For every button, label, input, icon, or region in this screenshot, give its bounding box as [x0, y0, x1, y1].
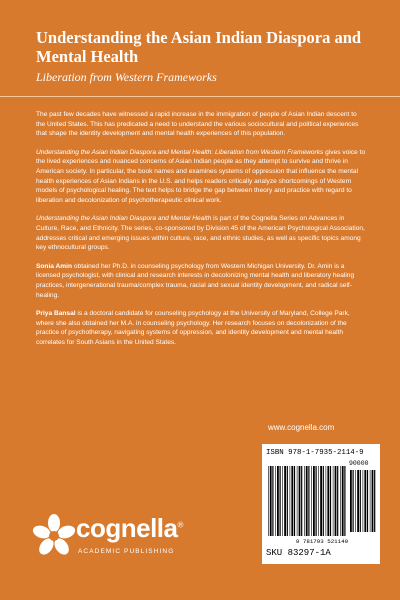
isbn-barcode — [262, 444, 380, 564]
cognella-flower-icon — [32, 514, 76, 558]
publisher-name: cognella® — [76, 513, 183, 543]
book-title: Understanding the Asian Indian Diaspora and Mental Health — [36, 28, 362, 66]
summary-text: gives voice to the lived experiences and nuanced concerns of Asian Indian people as they attempt to survive and thrive in American society. In particular, the book names and examines systems of oppression that influence the mental health experiences of Asian Indians in the U.S. and helps readers critically analyze shortcomings of Western models of psychological healing. The text helps to bridge the gap between theory and practice with regard to liberation and decolonization of psychotherapeutic clinical work. — [36, 148, 366, 205]
price-code: 90000 — [349, 460, 369, 467]
blurb-paragraph-intro: The past few decades have witnessed a rapid increase in the immigration of people of Asian Indian descent to the United States. This has predicated a need to understand the various sociocultural and political experiences that shape the identity development and mental health experiences of this population. — [36, 111, 359, 138]
price-barcode-bars-icon — [350, 470, 376, 532]
book-subtitle: Liberation from Western Frameworks — [36, 70, 217, 84]
barcode-bars-icon — [268, 466, 348, 536]
author-bio-bansal — [36, 309, 366, 348]
author-bio-amin — [36, 262, 366, 301]
publisher-logo — [32, 512, 182, 564]
book-title-reference: Understanding the Asian Indian Diaspora and Mental Health — [36, 215, 212, 223]
author-bio-text: is a doctoral candidate for counseling psychology at the University of Maryland, College Park, where she also obtained her M.A. in counseling psychology. Her research focuses on decolonization of the practice of psychotherapy, navigating systems of oppression, and identity development and mental health correlates for South Asians in the United States. — [36, 309, 350, 347]
blurb-paragraph-series — [36, 214, 366, 253]
isbn-number: ISBN 978-1-7935-2114-9 — [266, 449, 364, 457]
sku-number: SKU 83297-1A — [266, 548, 331, 558]
book-title-reference: Understanding the Asian Indian Diaspora and Mental Health: Liberation from Western Frameworks — [36, 148, 324, 156]
author-name: Sonia Amin — [36, 262, 73, 270]
author-bio-text: obtained her Ph.D. in counseling psychology from Western Michigan University. Dr. Amin is a licensed psychologist, with clinical and research interests in decolonizing mental health and liberatory healing practices, intergenerational trauma/complex trauma, racial and sexual identity development, and radical self-healing. — [36, 262, 355, 299]
author-name: Priya Bansal — [36, 309, 76, 317]
blurb-paragraph-summary — [36, 148, 366, 206]
publisher-tagline: ACADEMIC PUBLISHING — [78, 548, 175, 555]
back-cover-blurb — [36, 110, 366, 356]
ean-digits: 9 781793 521149 — [295, 538, 349, 545]
title-divider — [0, 96, 400, 97]
publisher-website: www.cognella.com — [268, 423, 335, 432]
series-text: is part of the Cognella Series on Advances in Culture, Race, and Ethnicity. The series, co-sponsored by Division 45 of the American Psychological Association, addresses critical and emerging issues within culture, race, and ethnic studies, as well as specific topics among key ethnocultural groups. — [36, 215, 365, 252]
